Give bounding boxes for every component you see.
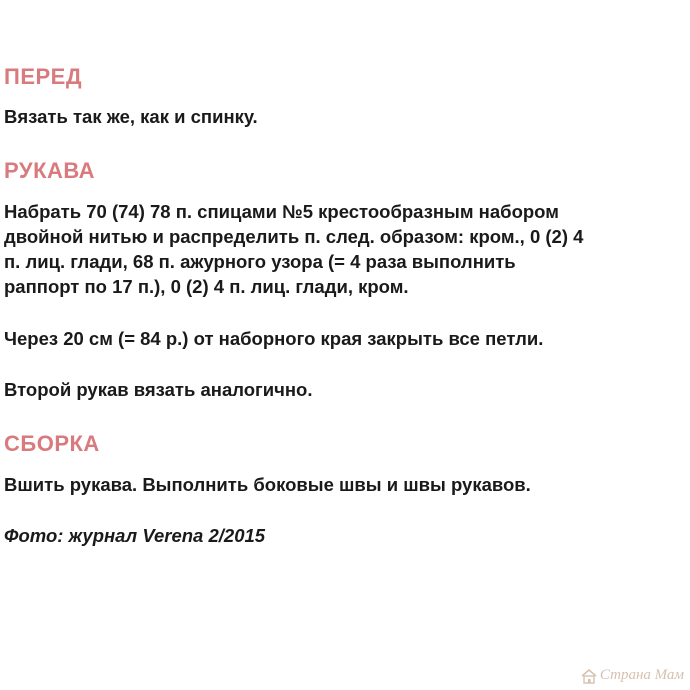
- sleeves-instruction-line: п. лиц. глади, 68 п. ажурного узора (= 4 раза выполнить: [4, 251, 516, 272]
- sleeves-bind-off-text: Через 20 см (= 84 р.) от наборного края закрыть все петли.: [4, 328, 544, 349]
- photo-credit: Фото: журнал Verena 2/2015: [4, 525, 266, 546]
- second-sleeve-text: Второй рукав вязать аналогично.: [4, 379, 313, 400]
- section-heading-assembly: СБОРКА: [4, 431, 100, 456]
- house-icon: [580, 668, 598, 684]
- section-heading-front: ПЕРЕД: [4, 64, 83, 89]
- sleeves-instruction-line: Набрать 70 (74) 78 п. спицами №5 крестообразным набором: [4, 201, 559, 222]
- watermark-logo: [580, 667, 684, 684]
- sleeves-instruction-line: двойной нитью и распределить п. след. образом: кром., 0 (2) 4: [4, 226, 584, 247]
- sleeves-instruction-line: раппорт по 17 п.), 0 (2) 4 п. лиц. глади, кром.: [4, 276, 409, 297]
- section-heading-sleeves: РУКАВА: [4, 158, 96, 183]
- assembly-instruction-text: Вшить рукава. Выполнить боковые швы и швы рукавов.: [4, 474, 531, 495]
- sleeves-instruction-paragraph: [4, 199, 583, 299]
- watermark-text: Страна Мам: [599, 667, 684, 683]
- front-instruction-text: Вязать так же, как и спинку.: [4, 106, 258, 127]
